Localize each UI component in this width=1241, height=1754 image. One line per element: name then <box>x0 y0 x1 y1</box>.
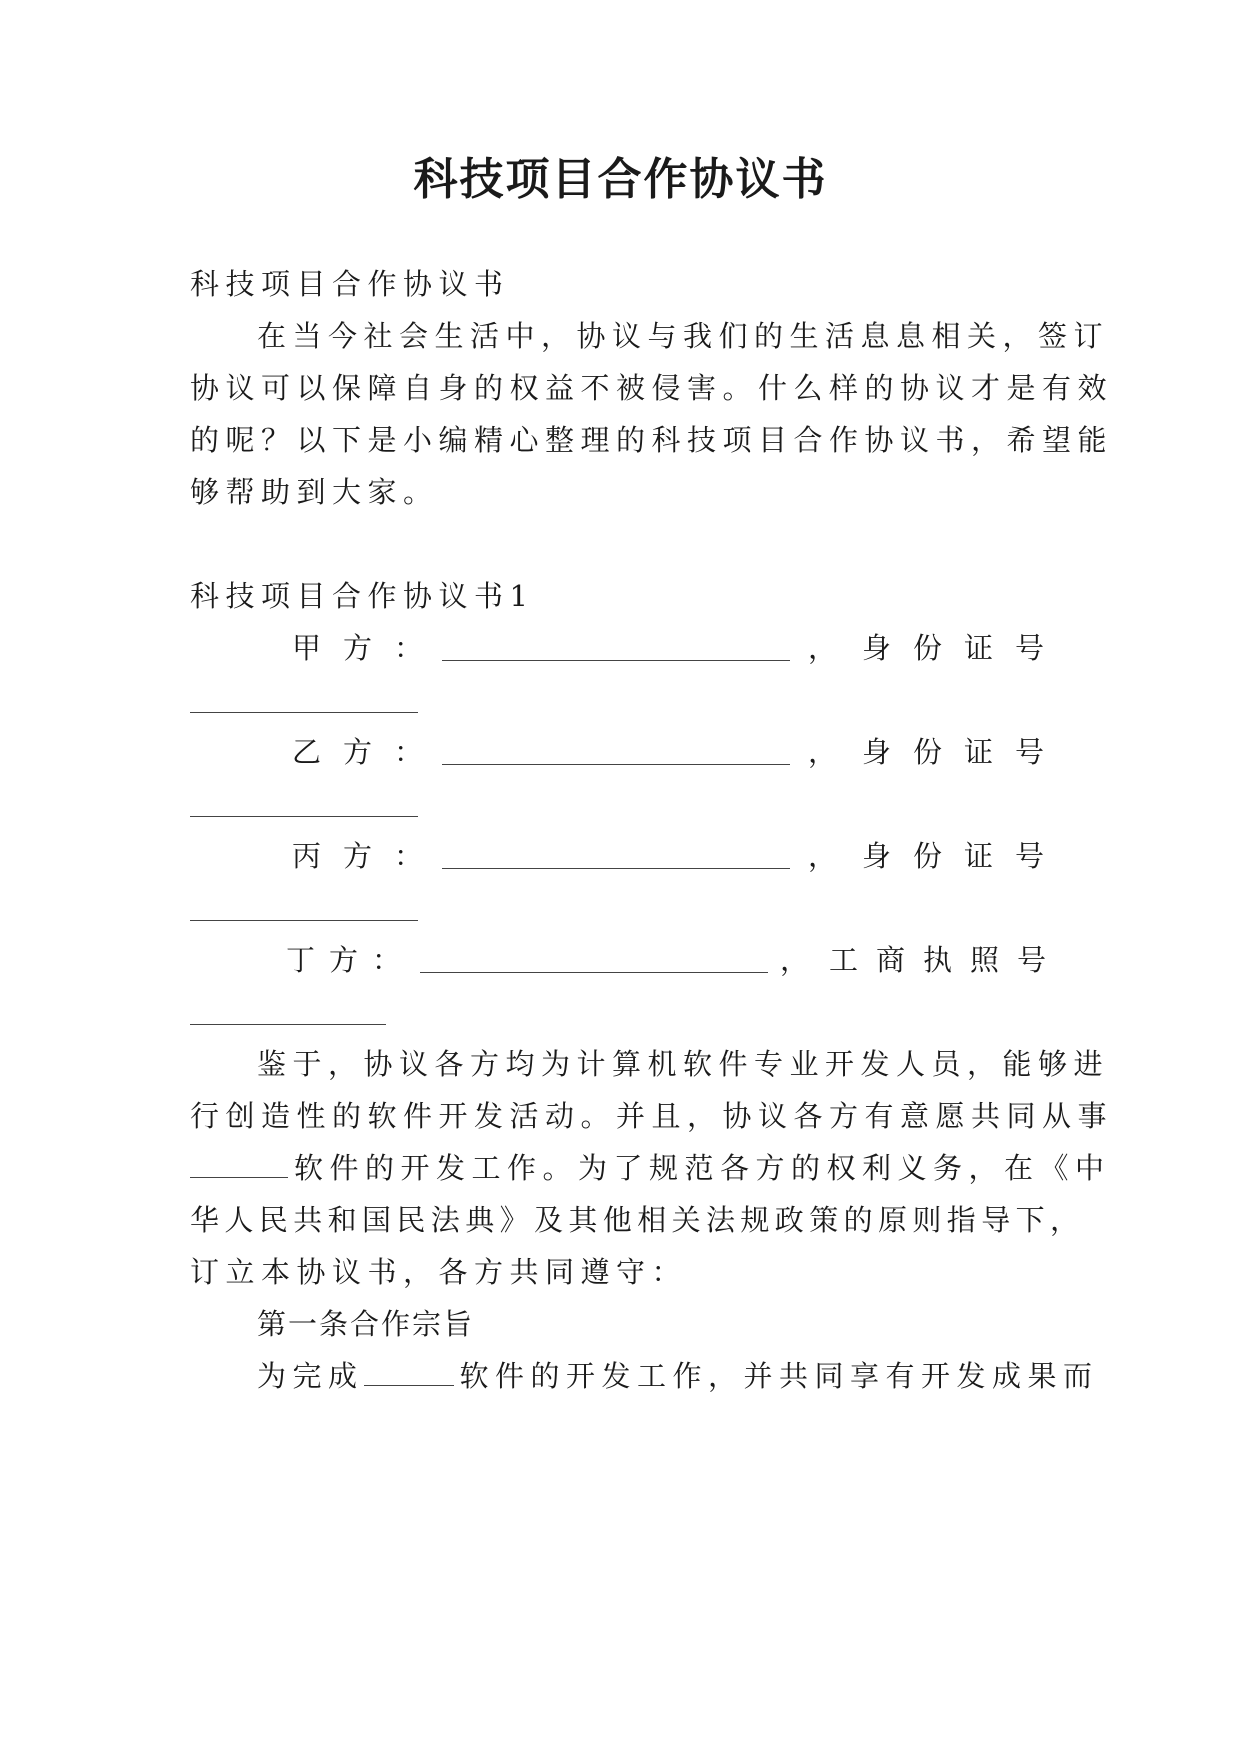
section-title: 科技项目合作协议书1 <box>190 579 535 613</box>
id-label-char: 证 <box>964 735 994 769</box>
comma: ， <box>808 631 838 665</box>
id-label-char: 号 <box>1015 839 1045 873</box>
whereas-line-4: 华人民共和国民法典》及其他相关法规政策的原则指导下， <box>190 1203 1085 1237</box>
software-name-blank[interactable] <box>190 1151 288 1178</box>
party-d-label-char: ： <box>372 943 402 977</box>
party-a-label-char: 甲 <box>292 631 322 665</box>
license-label-char: 执 <box>923 943 953 977</box>
whereas-line-1: 鉴于，协议各方均为计算机软件专业开发人员，能够进 <box>257 1047 1110 1081</box>
id-label-char: 身 <box>862 735 892 769</box>
license-label-char: 商 <box>876 943 906 977</box>
whereas-line-3 <box>190 1148 1111 1188</box>
party-d-label-char: 方 <box>329 943 359 977</box>
comma: ， <box>808 735 838 769</box>
party-a-id-blank[interactable] <box>190 712 418 713</box>
party-c-label-char: 丙 <box>292 839 322 873</box>
party-a-label-char: 方 <box>343 631 373 665</box>
party-b-label-char: ： <box>394 735 424 769</box>
party-b-label-char: 方 <box>343 735 373 769</box>
party-c-name-blank[interactable] <box>442 868 790 869</box>
page-title: 科技项目合作协议书 <box>413 154 828 205</box>
comma: ， <box>780 943 810 977</box>
article-1-heading: 第一条合作宗旨 <box>257 1307 475 1341</box>
party-b-row <box>0 732 1241 772</box>
whereas-line-5: 订立本协议书，各方共同遵守： <box>190 1255 688 1289</box>
party-b-name-blank[interactable] <box>442 764 790 765</box>
license-label-char: 号 <box>1017 943 1047 977</box>
id-label-char: 份 <box>913 735 943 769</box>
article-1-software-blank[interactable] <box>364 1359 454 1386</box>
intro-line-1: 在当今社会生活中，协议与我们的生活息息相关，签订 <box>257 319 1110 353</box>
id-label-char: 份 <box>913 631 943 665</box>
party-c-row <box>0 836 1241 876</box>
id-label-char: 身 <box>862 631 892 665</box>
article-1-text-after: 软件的开发工作，并共同享有开发成果而 <box>459 1359 1099 1393</box>
id-label-char: 身 <box>862 839 892 873</box>
party-d-license-blank[interactable] <box>190 1024 386 1025</box>
intro-line-4: 够帮助到大家。 <box>190 475 439 509</box>
comma: ， <box>808 839 838 873</box>
party-c-label-char: 方 <box>343 839 373 873</box>
party-a-name-blank[interactable] <box>442 660 790 661</box>
party-d-label-char: 丁 <box>286 943 316 977</box>
id-label-char: 号 <box>1015 631 1045 665</box>
party-c-id-blank[interactable] <box>190 920 418 921</box>
party-d-row <box>0 940 1241 980</box>
party-a-row <box>0 628 1241 668</box>
party-c-label-char: ： <box>394 839 424 873</box>
id-label-char: 号 <box>1015 735 1045 769</box>
intro-line-3: 的呢？以下是小编精心整理的科技项目合作协议书，希望能 <box>190 423 1114 457</box>
id-label-char: 份 <box>913 839 943 873</box>
article-1-text-before: 为完成 <box>257 1359 364 1393</box>
party-b-label-char: 乙 <box>292 735 322 769</box>
license-label-char: 照 <box>970 943 1000 977</box>
id-label-char: 证 <box>964 631 994 665</box>
license-label-char: 工 <box>829 943 859 977</box>
party-b-id-blank[interactable] <box>190 816 418 817</box>
whereas-line-2: 行创造性的软件开发活动。并且，协议各方有意愿共同从事 <box>190 1099 1114 1133</box>
id-label-char: 证 <box>964 839 994 873</box>
party-d-name-blank[interactable] <box>420 972 768 973</box>
document-subtitle: 科技项目合作协议书 <box>190 267 510 301</box>
party-a-label-char: ： <box>394 631 424 665</box>
whereas-line-3-text: 软件的开发工作。为了规范各方的权利义务，在《中 <box>294 1151 1111 1185</box>
intro-line-2: 协议可以保障自身的权益不被侵害。什么样的协议才是有效 <box>190 371 1114 405</box>
article-1-text <box>257 1356 1099 1396</box>
